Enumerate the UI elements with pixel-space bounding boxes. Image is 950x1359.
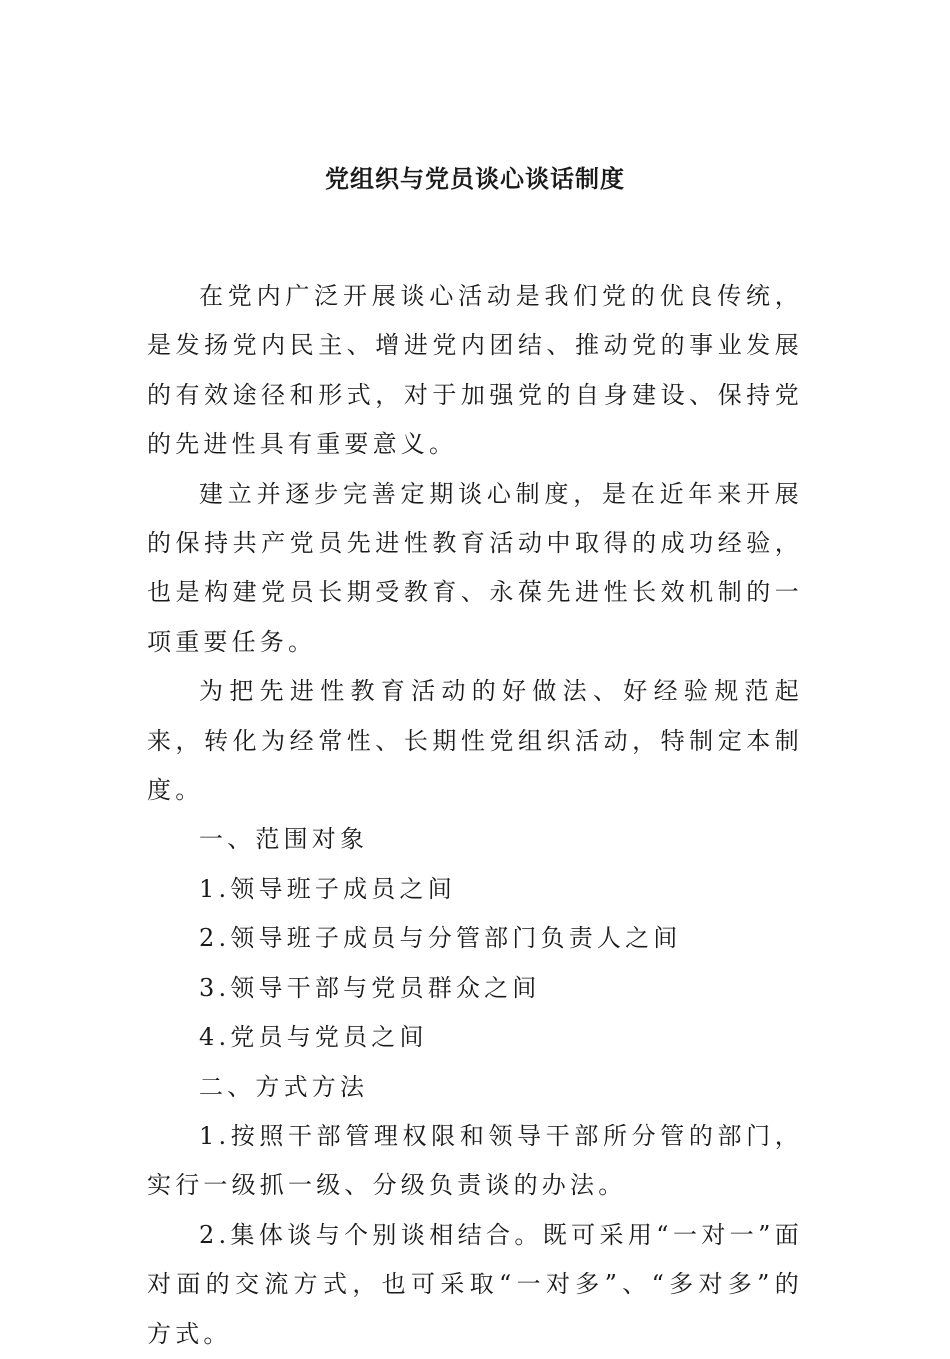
document-title: 党组织与党员谈心谈话制度 (325, 164, 625, 193)
list-item: 1.领导班子成员之间 (199, 874, 456, 903)
list-item: 1.按照干部管理权限和领导干部所分管的部门，实行一级抓一级、分级负责谈的办法。 (147, 1121, 803, 1200)
paragraph-background: 建立并逐步完善定期谈心制度，是在近年来开展的保持共产党员先进性教育活动中取得的成功经验，也是构建党员长期受教育、永葆先进性长效机制的一项重要任务。 (147, 479, 803, 656)
list-item: 2.领导班子成员与分管部门负责人之间 (199, 924, 682, 953)
document-body (147, 272, 803, 1359)
list-item: 3.领导干部与党员群众之间 (199, 973, 541, 1002)
list-item: 4.党员与党员之间 (199, 1023, 428, 1052)
paragraph-purpose: 为把先进性教育活动的好做法、好经验规范起来，转化为经常性、长期性党组织活动，特制定本制度。 (147, 677, 803, 805)
section-heading-scope: 一、范围对象 (199, 825, 369, 854)
list-item: 2.集体谈与个别谈相结合。既可采用“一对一”面对面的交流方式，也可采取“一对多”、“多对多”的方式。 (147, 1220, 803, 1348)
paragraph-intro: 在党内广泛开展谈心活动是我们党的优良传统，是发扬党内民主、增进党内团结、推动党的事业发展的有效途径和形式，对于加强党的自身建设、保持党的先进性具有重要意义。 (147, 282, 803, 459)
section-heading-methods: 二、方式方法 (199, 1072, 369, 1101)
